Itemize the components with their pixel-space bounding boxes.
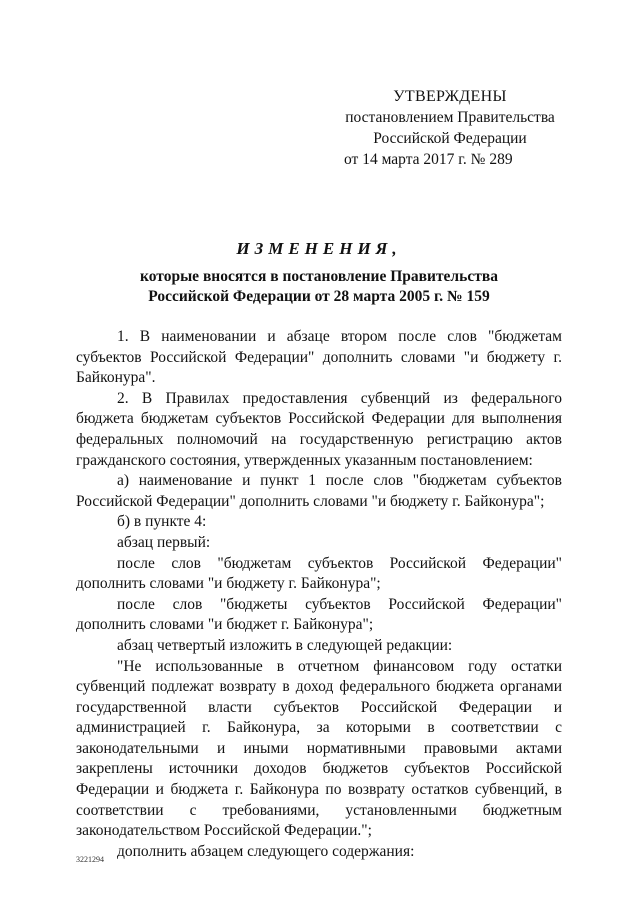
document-body — [76, 327, 562, 862]
paragraph-budgets-subjects: после слов "бюджетам субъектов Российской Федерации" дополнить словами "и бюджету г. Байконура"; — [76, 554, 562, 593]
approval-stamp — [340, 86, 560, 170]
paragraph-2b: б) в пункте 4: — [117, 513, 207, 531]
paragraph-2: 2. В Правилах предоставления субвенций из федерального бюджета бюджетам субъектов Российской Федерации для выполнения федеральных полномочий на государственную регистрацию актов гражданского состояния, утвержденных указанным постановлением: — [76, 389, 562, 469]
heading-subtitle — [76, 267, 562, 307]
approval-line-2: Российской Федерации — [373, 130, 527, 147]
paragraph-quoted-text: "Не использованные в отчетном финансовом году остатки субвенций подлежат возврату в доход федерального бюджета органами государственной власти субъектов Российской Федерации и администрацией г. Байконура, за которыми в соответствии с законодательными и иными нормативными правовыми актами закреплены источники доходов бюджетов субъектов Российской Федерации и бюджета г. Байконура по возврату остатков субвенций, в соответствии с требованиями, установленными бюджетным законодательством Российской Федерации."; — [76, 657, 562, 840]
heading-subtitle-line-2: Российской Федерации от 28 марта 2005 г. № 159 — [148, 288, 490, 305]
heading-subtitle-line-1: которые вносятся в постановление Правительства — [140, 268, 498, 285]
document-heading — [76, 237, 562, 307]
heading-title: ИЗМЕНЕНИЯ, — [236, 239, 402, 258]
paragraph-fourth-abzac: абзац четвертый изложить в следующей редакции: — [117, 636, 453, 654]
paragraph-first-abzac: абзац первый: — [117, 533, 211, 551]
paragraph-add-abzac: дополнить абзацем следующего содержания: — [117, 842, 415, 860]
approval-date-line: от 14 марта 2017 г. № 289 — [344, 151, 513, 168]
document-number: 3221294 — [76, 855, 104, 864]
approval-title: УТВЕРЖДЕНЫ — [393, 88, 507, 105]
paragraph-2a: а) наименование и пункт 1 после слов "бюджетам субъектов Российской Федерации" дополнить словами "и бюджету г. Байконура"; — [76, 472, 562, 510]
paragraph-1: 1. В наименовании и абзаце втором после слов "бюджетам субъектов Российской Федерации" дополнить словами "и бюджету г. Байконура". — [76, 328, 562, 387]
paragraph-budgets-plural: после слов "бюджеты субъектов Российской Федерации" дополнить словами "и бюджет г. Байконура"; — [76, 595, 562, 634]
approval-line-1: постановлением Правительства — [345, 109, 555, 126]
